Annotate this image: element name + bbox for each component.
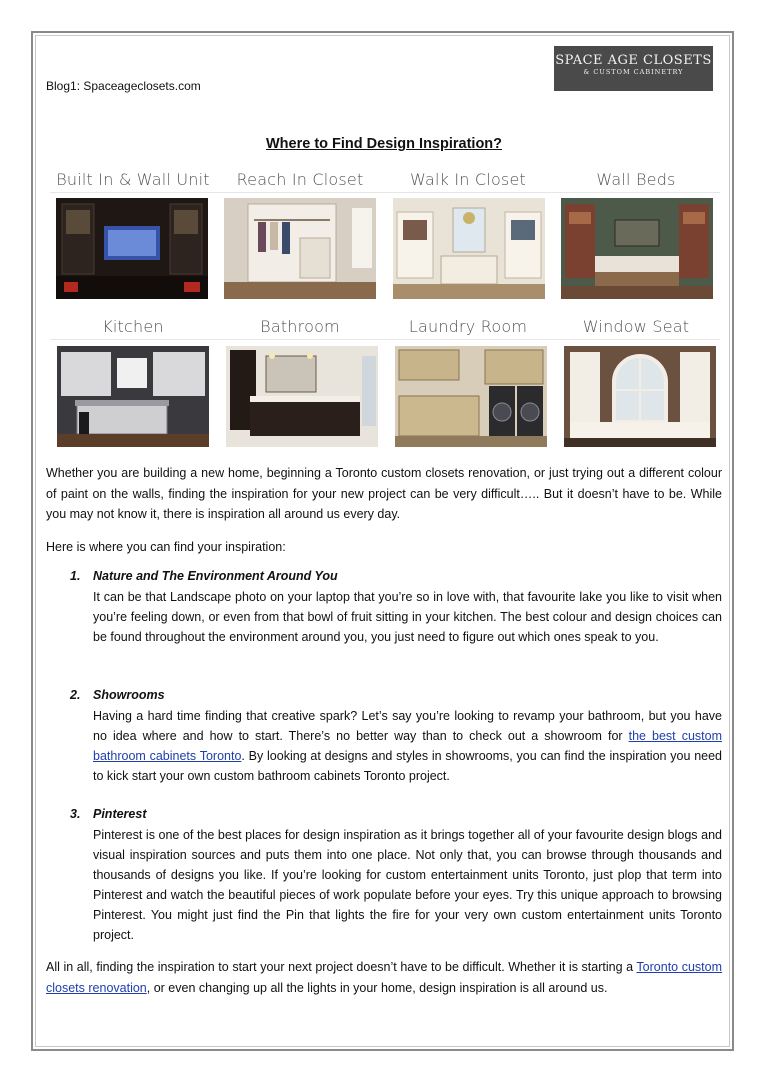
- gallery-label-laundry-room: Laundry Room: [408, 317, 528, 336]
- logo-line-1: SPACE AGE CLOSETS: [555, 53, 712, 68]
- item-title-pinterest: Pinterest: [93, 807, 147, 821]
- showrooms-text-end: . By looking at designs and styles in showrooms, you can find the inspiration you need to kick start your own custom bathroom cabinets Toronto project.: [93, 749, 722, 783]
- lead-in-text: Here is where you can find your inspiration:: [46, 540, 286, 554]
- list-number-2: 2.: [70, 688, 81, 702]
- item-title-nature: Nature and The Environment Around You: [93, 569, 338, 583]
- built-in-wall-unit-photo: [56, 198, 208, 299]
- company-logo: [554, 46, 713, 91]
- toronto-custom-closets-link[interactable]: Toronto custom closets renovation: [46, 960, 722, 995]
- closing-text-end: , or even changing up all the lights in your home, design inspiration is all around us.: [146, 980, 608, 995]
- list-number-3: 3.: [70, 807, 81, 821]
- inspiration-gallery: [50, 165, 720, 450]
- item-body-nature: It can be that Landscape photo on your laptop that you’re so in love with, that favourite lake you like to visit when you’re feeling down, or even from that bowl of fruit sitting in your kitchen. The best colour and design choices can be found throughout the environment around you, you just need to figure out which ones speak to you.: [93, 590, 722, 644]
- bathroom-photo: [226, 346, 378, 447]
- document-title: [0, 136, 768, 152]
- kitchen-photo: [57, 346, 209, 447]
- custom-bathroom-cabinets-link[interactable]: the best custom bathroom cabinets Toronto: [93, 729, 722, 763]
- showrooms-text-start: Having a hard time finding that creative spark? Let’s say you’re looking to revamp your bathroom, but you have no idea where and how to start. There’s no better way than to check out a showroom for: [93, 709, 722, 743]
- intro-paragraph: Whether you are building a new home, beginning a Toronto custom closets renovation, or just trying out a different colour of paint on the walls, finding the inspiration for your new project can be very difficult….. But it doesn’t have to be. While you may not know it, there is inspiration all around us every day.: [46, 466, 722, 521]
- gallery-label-built-in: Built In & Wall Unit: [56, 170, 210, 189]
- blog-label: Blog1: Spaceageclosets.com: [46, 79, 201, 93]
- gallery-divider: [50, 192, 720, 193]
- gallery-divider: [50, 339, 720, 340]
- gallery-label-reach-in: Reach In Closet: [236, 170, 364, 189]
- walk-in-closet-photo: [393, 198, 545, 299]
- window-seat-photo: [564, 346, 716, 447]
- gallery-label-window-seat: Window Seat: [582, 317, 690, 336]
- gallery-label-bathroom: Bathroom: [260, 317, 340, 336]
- logo-line-2: & CUSTOM CABINETRY: [583, 68, 684, 76]
- gallery-label-kitchen: Kitchen: [102, 317, 164, 336]
- closing-paragraph: [46, 957, 722, 998]
- gallery-label-walk-in: Walk In Closet: [409, 170, 526, 189]
- closing-text-start: All in all, finding the inspiration to start your next project doesn’t have to be difficult. Whether it is starting a: [46, 960, 637, 974]
- gallery-label-wall-beds: Wall Beds: [596, 170, 676, 189]
- item-body-showrooms: [93, 706, 722, 786]
- item-body-pinterest: Pinterest is one of the best places for design inspiration as it brings together all of your favourite design blogs and visual inspiration sources and puts them into one place. Not only that, you can browse through thousands and thousands of designs you like. If you’re looking for custom entertainment units Toronto, just plop that term into Pinterest and watch the beautiful pieces of work populate before your eyes. Try this unique approach to browsing Pinterest. You might just find the Pin that lights the fire for your very own custom entertainment units Toronto project.: [93, 828, 722, 942]
- laundry-room-photo: [395, 346, 547, 447]
- item-title-showrooms: Showrooms: [93, 688, 165, 702]
- document-title-text: Where to Find Design Inspiration?: [265, 136, 503, 152]
- wall-beds-photo: [561, 198, 713, 299]
- list-number-1: 1.: [70, 569, 81, 583]
- reach-in-closet-photo: [224, 198, 376, 299]
